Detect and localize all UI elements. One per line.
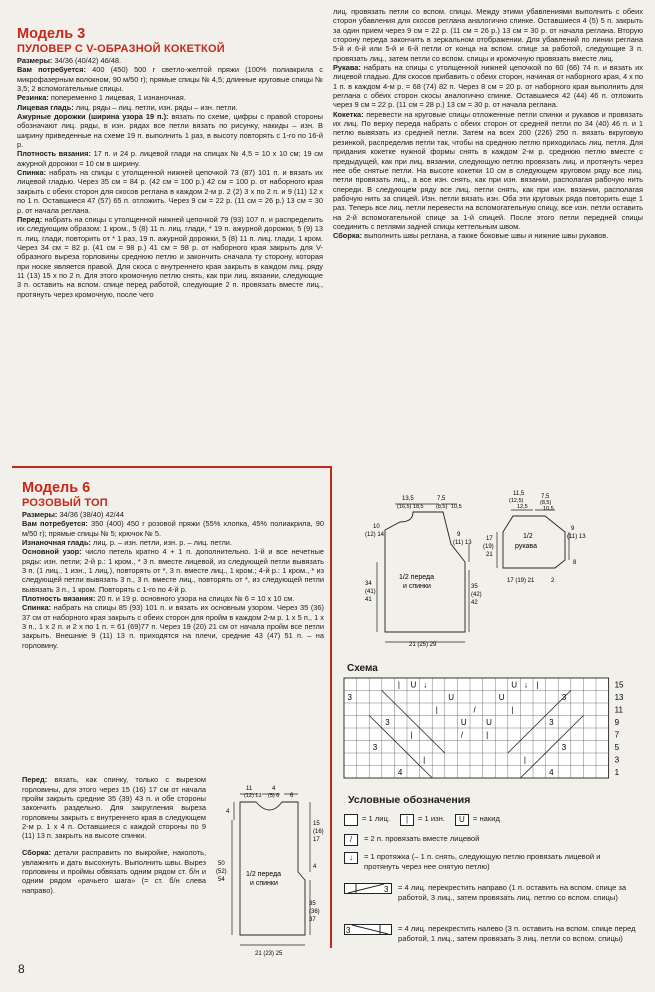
m3b-left-0: 10 — [373, 524, 380, 530]
m3b-side-0: 34 — [365, 581, 372, 587]
paragraph-text: 400 (450) 500 г светло-желтой пряжи (100% полиакрила с микрофазерным волокном, 90 м/50 г); прямые спицы № 4,5; длинные круговые спицы № 3,5; 2 вспомогательные спицы. — [17, 65, 323, 94]
legend-cross-left-num: 3 — [346, 926, 351, 935]
paragraph-label: Вам потребуется: — [22, 519, 88, 529]
paragraph — [17, 103, 323, 112]
model6-column — [22, 480, 324, 650]
schema-cell-mark: 3 — [549, 718, 554, 727]
schema-cell-mark: 4 — [397, 768, 403, 777]
model6-text — [22, 510, 324, 650]
m3b-top-3: (8,5) — [436, 504, 448, 510]
m6-center-1: и спинки — [250, 880, 278, 887]
m3s-bottom-1: 2 — [551, 578, 555, 584]
legend-row-3 — [344, 852, 634, 871]
paragraph-text: лиц. р. – изн. петли, изн. р. – лиц. петли. — [90, 538, 232, 548]
schema-cell-mark: 3 — [347, 693, 352, 702]
paragraph-label: Рукава: — [333, 63, 361, 73]
m3s-center-1: рукава — [515, 543, 537, 550]
m3s-left-1: (19) — [483, 544, 494, 550]
m6-right-0: 15 — [313, 821, 320, 827]
paragraph-label: Размеры: — [17, 56, 53, 65]
paragraph — [17, 168, 323, 215]
paragraph — [22, 547, 324, 594]
schema-grid — [343, 676, 643, 782]
m3b-right2-0: 35 — [471, 584, 478, 590]
model6-title: Модель 6 — [22, 480, 91, 496]
paragraph-text: вязать, как спинку, только с вырезом горловины, для этого через 15 (16) 17 см от начала пройм закрыть средние 35 (39) 43 п. и обе стороны закончить раздельно. Для закругления выреза горловины закрыть с внутреннего края в следующем 2-м р. 1 x 4 п. Оставшиеся с каждой стороны по 9 (11) 13 п. закрыть на высоте спинки. — [22, 775, 206, 841]
schema-cell-mark: | — [423, 755, 426, 765]
paragraph-label: Основной узор: — [22, 547, 82, 557]
paragraph — [17, 112, 323, 149]
paragraph — [17, 56, 323, 65]
paragraph-label: Сборка: — [333, 231, 363, 241]
m6-top-0: 11 — [246, 786, 253, 792]
model3-sleeve-shape — [503, 516, 565, 568]
legend-title: Условные обозначения — [348, 794, 471, 806]
schema-cell-mark: | — [511, 705, 514, 715]
paragraph — [22, 603, 324, 650]
schema-row-number: 11 — [614, 705, 623, 715]
paragraph — [333, 63, 643, 110]
schema-title: Схема — [347, 663, 378, 674]
m6-side-2: 54 — [218, 877, 225, 883]
paragraph-label: Вам потребуется: — [17, 65, 86, 75]
schema-cell-mark: 3 — [385, 718, 390, 727]
legend-row-5 — [344, 924, 642, 943]
schema-row-number: 13 — [614, 693, 624, 702]
paragraph-text: 34/36 (40/42) 46/48. — [52, 56, 122, 65]
m3b-top-0: 13,5 — [402, 496, 414, 502]
m3b-bottom: 21 (25) 29 — [409, 642, 437, 648]
paragraph-label: Кокетка: — [333, 109, 364, 119]
paragraph-text: 17 п. и 24 р. лицевой глади на спицах № 4,5 = 10 x 10 см; 19 см ажурной дорожки = 10 см в ширину. — [17, 149, 323, 168]
m6-side-1: (52) — [216, 869, 227, 875]
paragraph — [333, 110, 643, 231]
m6-top-1: (12) 13 — [244, 793, 262, 799]
m3s-top-3: 7,5 — [541, 494, 550, 500]
paragraph-text: детали расправить по выкройке, наколоть, увлажнить и дать высохнуть. Выполнить швы. Вырез горловины и проймы обвязать одним рядом ст. б/н и одним рядом «рачьего шага» (= ст. б/н слева направо). — [22, 848, 206, 895]
schema-cell-mark: 4 — [549, 768, 554, 777]
legend-cross-right-num: 3 — [384, 885, 389, 894]
m6-right2-2: 37 — [309, 917, 316, 923]
paragraph-label: Резинка: — [17, 93, 49, 103]
schema-cell-mark: 3 — [372, 743, 378, 752]
schema-cell-mark: | — [410, 730, 413, 740]
schema-cell-mark: 3 — [561, 743, 567, 752]
paragraph — [333, 231, 643, 240]
m3s-top-2: 12,5 — [517, 504, 528, 510]
m3s-left-0: 17 — [486, 536, 493, 542]
paragraph-text: 20 п. и 19 р. основного узора на спицах № 6 = 10 x 10 см. — [95, 594, 295, 604]
m3s-right2: 8 — [573, 560, 577, 566]
paragraph — [17, 65, 323, 93]
m6-top-3: (5) 6 — [268, 793, 280, 799]
schema-row-number: 5 — [614, 743, 620, 752]
m3b-right2-1: (42) — [471, 592, 482, 598]
model6-subtitle: РОЗОВЫЙ ТОП — [22, 497, 108, 509]
paragraph-text: набрать на спицы с утолщенной нижней цепочкой 73 (87) 101 п. и вязать их лицевой гладью. Через 35 см = 84 р. (42 см = 100 р.) 42 см = 100 р. от наборного края закрыть с обеих сторон для скосов реглана в каждом 2-м р. 2 (2) 3 x по 2 п. и 9 (11) 12 x по 1 п. Оставшиеся 47 (57) 65 п. отложить. Через 9 см = 22 р. (11 см = 26 р.) 13 см = 30 р. от начала реглана. — [17, 168, 323, 215]
paragraph — [22, 848, 206, 895]
m6-right2-1: (36) — [309, 909, 320, 915]
legend-row-4 — [344, 883, 642, 902]
m3s-left-2: 21 — [486, 552, 493, 558]
m3b-right-1: (11) 13 — [453, 540, 472, 546]
page-number: 8 — [18, 962, 25, 976]
legend-purl-text: = 1 изн. — [418, 814, 445, 823]
model3-body-pattern — [365, 492, 480, 647]
m3b-right-0: 9 — [457, 532, 461, 538]
m6-right-1: (16) — [313, 829, 324, 835]
paragraph — [22, 594, 324, 603]
m3s-right-1: (11) 13 — [567, 534, 586, 540]
model3-title: Модель 3 — [17, 26, 86, 42]
model3-left-column — [17, 26, 323, 299]
schema-cell-mark: U — [460, 718, 467, 727]
paragraph-text: лиц. провязать петли со вспом. спицы. Между этими убавлениями выполнить с обеих сторон убавления для скосов реглана аналогично спинке. Оставшиеся 4 (5) 5 п. закрыть за один прием через 9 см = 22 р. (11 см = 26 р.) 13 см = 30 р. от начала реглана. Вторую сторону переда закончить в зеркальном отображении. Для убавлений по линии реглана 5-й и 6-й или 5-й и 6-й петли от конца на вспом. спице за работой, следующие 3 п. провязать лиц., затем петли со вспом. спицы и кромочную провязать вместе лиц. — [333, 7, 643, 63]
legend-k2tog-symbol: / — [344, 834, 358, 846]
legend-row-1 — [344, 814, 500, 826]
paragraph — [22, 510, 324, 519]
m3b-center-0: 1/2 переда — [399, 574, 434, 581]
m6-right-2: 17 — [313, 837, 320, 843]
paragraph-label: Спинка: — [22, 603, 52, 613]
paragraph-text: вязать по схеме, цифры с правой стороны обозначают лиц. ряды, в изн. рядах все петли вязать по рисунку, накиды – изн. В ширину приведенные на схеме 19 п. выполнить 1 раз, в высоту повторять с 1-го по 16-й р. — [17, 112, 323, 150]
model3-sleeve-pattern — [483, 490, 588, 590]
m6-left-0: 4 — [226, 809, 230, 815]
paragraph-text: 350 (400) 450 г розовой пряжи (55% хлопка, 45% полиакрила, 90 м/50 г); прямые спицы № 5; крючок № 5. — [22, 519, 324, 538]
m3b-top-2: 7,5 — [437, 496, 446, 502]
legend-knit-symbol — [344, 814, 358, 826]
legend-yarnover-text: = накид — [472, 814, 500, 823]
paragraph-text: выполнить швы реглана, а также боковые швы и нижние швы рукавов. — [362, 231, 609, 241]
m3b-top-1: (16,5) 18,5 — [397, 504, 424, 510]
paragraph-text: набрать на спицы 85 (93) 101 п. и вязать их основным узором. Через 35 (36) 37 см от наборного края закрыть с обеих сторон для пройм в каждом 2-м р. 1 x 5 п., 1 x 3 п., 1 x 2 п. и 2 x по 1 п. = 61 (69)77 п. Через 19 (20) 21 см от начала пройм все петли закрыть. Внешние 9 (11) 13 п. приходятся на плечи, средние 43 (47) 51 п. – на горловину. — [22, 603, 324, 650]
legend-skp-symbol: ↓ — [344, 852, 358, 864]
model3-body-shape — [385, 512, 465, 632]
m3s-top-5: 10,5 — [543, 506, 554, 512]
paragraph-label: Лицевая гладь: — [17, 102, 74, 112]
m3s-top-1: (12,5) — [509, 498, 524, 504]
paragraph-label: Перед: — [22, 775, 48, 785]
schema-cell-mark: | — [523, 755, 526, 765]
paragraph-label: Изнаночная гладь: — [22, 538, 91, 548]
paragraph-text: 34/36 (38/40) 42/44 — [57, 510, 124, 519]
schema-cell-mark: U — [410, 680, 417, 690]
schema-cell-mark: | — [536, 680, 539, 690]
paragraph — [17, 149, 323, 168]
schema-cell-mark: | — [397, 680, 400, 690]
paragraph-label: Плотность вязания: — [22, 594, 96, 604]
m3b-center-1: и спинки — [403, 583, 431, 590]
model3-text-left — [17, 56, 323, 299]
legend-row-2 — [344, 834, 479, 846]
paragraph-label: Размеры: — [22, 510, 58, 519]
paragraph — [22, 519, 324, 538]
paragraph-label: Перед: — [17, 214, 43, 224]
m6-right-3: 4 — [313, 864, 317, 870]
paragraph — [17, 93, 323, 102]
paragraph — [17, 215, 323, 299]
m6-top-4: 6 — [290, 793, 294, 799]
schema-row-number: 9 — [614, 718, 620, 727]
schema-cell-mark: | — [486, 730, 489, 740]
schema-cell-mark: / — [473, 705, 476, 715]
legend-cross-left-symbol — [344, 924, 392, 935]
model3-subtitle: ПУЛОВЕР С V-ОБРАЗНОЙ КОКЕТКОЙ — [17, 43, 225, 55]
schema-cell-mark: / — [460, 730, 464, 740]
m3s-right-0: 9 — [571, 526, 575, 532]
legend-cross-right-text: = 4 лиц. перекрестить направо (1 п. оставить на вспом. спице за работой, 3 лиц., затем провязать лиц. петлю со вспом. спицы) — [398, 883, 627, 902]
m6-side-0: 50 — [218, 861, 225, 867]
m3b-side-2: 41 — [365, 597, 372, 603]
legend-knit-text: = 1 лиц. — [362, 814, 391, 823]
paragraph-label: Спинка: — [17, 168, 47, 178]
legend-k2tog-text: = 2 п. провязать вместе лицевой — [364, 834, 480, 843]
schema-cell-mark: U — [511, 680, 518, 690]
schema-row-number: 7 — [614, 730, 620, 740]
legend-cross-right-symbol — [344, 883, 392, 894]
paragraph-text: набрать на спицы с утолщенной нижней цепочкой 79 (93) 107 п. и распределить их следующим образом: 1 кром., 5 (8) 11 п. лиц. глади, * 19 п. ажурной дорожки, 5 (9) 13 п. лиц. глади, повторить от * 1 раз, 19 п. ажурной дорожки, 5 (8) 11 п. лиц. глади, 1 кром. Через 34 см = 82 р. (41 см = 98 р.) 41 см = 98 р. от наборного края закрыть для V-образного выреза горловины среднюю петлю и закончить сначала ту сторону, которая при носке является правой. Для скоса с внутреннего края закрыть в каждом лиц. ряду 11 (13) 15 x по 2 п. Для этого кромочную петлю снять, как при лиц. вязании, следующие 3 п. оставить на вспом. спице перед работой, следующие 2 п. провязать вместе лиц., протянуть через кромочную, после чего — [17, 214, 323, 299]
m3b-left-1: (12) 14 — [365, 532, 385, 538]
m6-right2-0: 35 — [309, 901, 316, 907]
schema-row-number: 3 — [614, 755, 620, 765]
model3-right-column — [333, 7, 643, 241]
paragraph — [22, 775, 206, 840]
legend-cross-left-text: = 4 лиц. перекрестить налево (3 п. оставить на вспом. спице перед работой, 1 лиц., затем провязать 3 лиц. петли со вспом. спицы) — [398, 924, 636, 943]
m3s-center-0: 1/2 — [523, 533, 533, 540]
schema-cell-mark: U — [448, 693, 455, 702]
paragraph — [333, 7, 643, 63]
paragraph-text: число петель кратно 4 + 1 п. дополнительно. 1-й и все нечетные ряды: изн. петли; 2-й р.: 1 кром., * 3 п. вместе лицевой, из следующей петли вывязать 3 п. (1 лиц., 1 изн., 1 лиц.), повторять от *, 3 п. вместе лиц., 1 кром.; 4-й р.: 1 кром., * из следующей петли вывязать 3 п., 3 п. вместе лиц., повторять от *, из следующей петли вывязать 3 п., 1 кром. Повторять с 1-го по 4-й р. — [22, 547, 324, 594]
schema-row-number: 15 — [614, 680, 624, 690]
m3s-top-4: (8,5) — [540, 500, 552, 506]
paragraph-text: перевести на круговые спицы отложенные петли спинки и рукавов и провязать их лиц. По верху переда набрать с обеих сторон от средней петли по 34 (40) 46 п. и 1 петлю вывязать из средней петли. Затем на всех 200 (226) 250 п. вязать вкруговую резинкой, распределив петли так, чтобы на среднюю петлю приходилась лиц. петля. Для придания кокетке нужной формы снять в каждом 2-м р. среднюю петлю вместе с предыдущей, как при лиц. вязании, следующую петлю провязать лиц. и протянуть через нее обе снятые петли. На высоте кокетки 10 см в следующем круговом ряду все лиц. петли провязать лиц., а все изн. снять, как при изн. вязании, располагая рабочую нить спереди. В следующем ряду все лиц. петли снять, как при изн. вязании, располагая рабочую нить за спицей. Изн. петли вязать изн. Оба эти круговых ряда повторить еще 1 раз. Теперь все лиц. петли перевести на вспомогательную спицу, все изн. петли оставить на 2-й вспомогательной спице за 1-й спицей. После этого петли передней спицы соединить с петлями задней спицы кеттельным швом. — [333, 109, 643, 231]
schema-cell-mark: ↓ — [423, 680, 428, 690]
model6-pattern-shape — [240, 802, 305, 935]
m3b-right2-2: 42 — [471, 600, 478, 606]
m3s-top-0: 11,5 — [513, 491, 525, 497]
paragraph-label: Ажурные дорожки (ширина узора 19 п.): — [17, 112, 169, 122]
schema-cell-mark: 3 — [561, 693, 567, 702]
paragraph — [22, 538, 324, 547]
paragraph-label: Плотность вязания: — [17, 149, 91, 159]
model6-pattern-diagram — [210, 780, 325, 960]
schema-cell-mark: ↓ — [523, 680, 528, 690]
model6-text-narrow — [22, 768, 206, 902]
schema-row-number: 1 — [614, 768, 620, 777]
schema-cell-mark: | — [435, 705, 438, 715]
legend-skp-text: = 1 протяжка (– 1 п. снять, следующую петлю провязать лицевой и протянуть через нее снятую петлю) — [364, 852, 601, 871]
paragraph-text: лиц. ряды – лиц. петли, изн. ряды – изн. петли. — [73, 102, 238, 112]
model3-text-right — [333, 7, 643, 241]
paragraph-label: Сборка: — [22, 848, 52, 858]
schema-cell-mark: U — [486, 718, 492, 727]
schema-cell-mark: U — [498, 693, 505, 702]
m3b-side-1: (41) — [365, 589, 376, 595]
m6-top-2: 4 — [272, 786, 276, 792]
m6-bottom: 21 (23) 25 — [255, 951, 283, 957]
paragraph-text: набрать на спицы с утолщенной нижней цепочкой по 60 (66) 74 п. и вязать их лицевой гладью. Для скосов прибавить с обеих сторон, начиная от наборного края, 4 x по 1 п. в каждом 4-м р. = 68 (74) 82 п. Через 8 см = 20 р. от наборного края выполнить для реглана с обеих сторон скосы аналогично спинке. Оставшиеся 42 (44) 46 п. отложить через 9 см = 22 р. (11 см = 28 р.) 13 см = 30 р. от начала реглана. — [333, 63, 644, 110]
paragraph-text: попеременно 1 лицевая, 1 изнаночная. — [48, 93, 186, 103]
legend-purl-symbol: | — [400, 814, 414, 826]
legend-yarnover-symbol: U — [455, 814, 469, 826]
m3b-top-4: 10,5 — [451, 504, 462, 510]
m6-center-0: 1/2 переда — [246, 871, 281, 878]
m3s-bottom-0: 17 (19) 21 — [507, 578, 535, 584]
